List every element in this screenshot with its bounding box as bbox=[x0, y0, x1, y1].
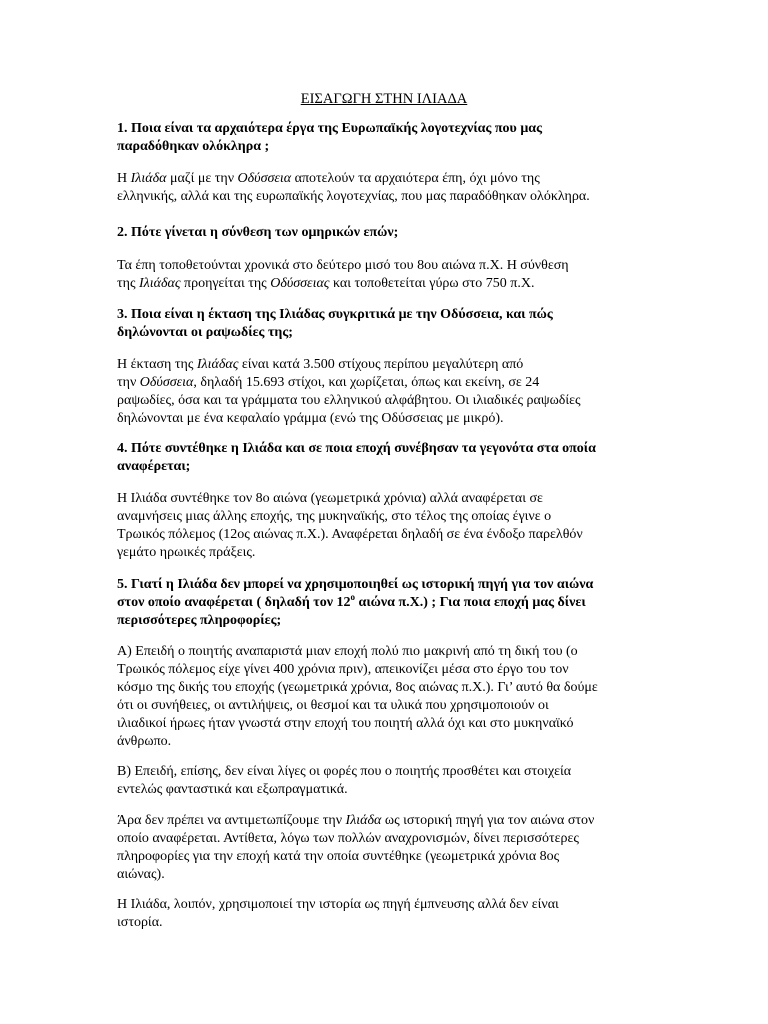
question-3: 3. Ποια είναι η έκταση της Ιλιάδας συγκριτικά με την Οδύσσεια, και πώς δηλώνονται οι ραψωδίες της; bbox=[117, 307, 553, 340]
answer-2: Τα έπη τοποθετούνται χρονικά στο δεύτερο μισό του 8ου αιώνα π.Χ. Η σύνθεση της Ιλιάδας προηγείται της Οδύσσειας και τοποθετείται γύρω στο 750 π.Χ. bbox=[117, 258, 569, 291]
question-2: 2. Πότε γίνεται η σύνθεση των ομηρικών επών; bbox=[117, 225, 399, 240]
answer-1: Η Ιλιάδα μαζί με την Οδύσσεια αποτελούν τα αρχαιότερα έπη, όχι μόνο της ελληνικής, αλλά και της ευρωπαϊκής λογοτεχνίας, που μας παραδόθηκαν ολόκληρα. bbox=[117, 171, 590, 204]
question-5: 5. Γιατί η Ιλιάδα δεν μπορεί να χρησιμοποιηθεί ως ιστορική πηγή για τον αιώνα στον οποίο αναφέρεται ( δηλαδή τον $12^o$ αιώνα π.Χ.) ; Για ποια εποχή μας δίνει περισσότερες πληροφορίες; bbox=[117, 577, 594, 628]
answer-3: Η έκταση της Ιλιάδας είναι κατά 3.500 στίχους περίπου μεγαλύτερη από την Οδύσσεια, δηλαδή 15.693 στίχοι, και χωρίζεται, όπως και εκείνη, σε 24 ραψωδίες, όσα και τα γράμματα του ελληνικού αλφάβητου. Οι ιλιαδικές ραψωδίες δηλώνονται με ένα κεφαλαίο γράμμα (ενώ της Οδύσσειας με μικρό). bbox=[117, 357, 581, 426]
answer-5-conclusion: Άρα δεν πρέπει να αντιμετωπίζουμε την Ιλιάδα ως ιστορική πηγή για τον αιώνα στον οποίο αναφέρεται. Αντίθετα, λόγω των πολλών αναχρονισμών, δίνει περισσότερες πληροφορίες για την εποχή κατά την οποία συντέθηκε (γεωμετρικά χρόνια 8ος αιώνας). bbox=[117, 813, 595, 882]
answer-5-summary: Η Ιλιάδα, λοιπόν, χρησιμοποιεί την ιστορία ως πηγή έμπνευσης αλλά δεν είναι ιστορία. bbox=[117, 897, 559, 930]
document-title: ΕΙΣΑΓΩΓΗ ΣΤΗΝ ΙΛΙΑΔΑ bbox=[300, 91, 468, 107]
answer-5-part-b: Β) Επειδή, επίσης, δεν είναι λίγες οι φορές που ο ποιητής προσθέτει και στοιχεία εντελώς φανταστικά και εξωπραγματικά. bbox=[117, 764, 572, 797]
question-4: 4. Πότε συντέθηκε η Ιλιάδα και σε ποια εποχή συνέβησαν τα γεγονότα στα οποία αναφέρεται; bbox=[117, 441, 596, 474]
answer-5-part-a: Α) Επειδή ο ποιητής αναπαριστά μιαν εποχή πολύ πιο μακρινή από τη δική του (ο Τρωικός πόλεμος είχε γίνει 400 χρόνια πριν), απεικονίζει μέσα στο έργο του τον κόσμο της δικής του εποχής (γεωμετρικά χρόνια, 8ος αιώνας π.Χ.). Γι’ αυτό θα δούμε ότι οι συνήθειες, οι αντιλήψεις, οι θεσμοί και τα υλικά που χρησιμοποιούν οι ιλιαδικοί ήρωες ήταν γνωστά στην εποχή του ποιητή αλλά όχι και στο μυκηναϊκό άνθρωπο. bbox=[117, 644, 598, 749]
question-1: 1. Ποια είναι τα αρχαιότερα έργα της Ευρωπαϊκής λογοτεχνίας που μας παραδόθηκαν ολόκληρα ; bbox=[117, 121, 542, 154]
answer-4: Η Ιλιάδα συντέθηκε τον 8ο αιώνα (γεωμετρικά χρόνια) αλλά αναφέρεται σε αναμνήσεις μιας άλλης εποχής, της μυκηναϊκής, στο τέλος της οποίας έγινε ο Τρωικός πόλεμος (12ος αιώνας π.Χ.). Αναφέρεται δηλαδή σε ένα ένδοξο παρελθόν γεμάτο ηρωικές πράξεις. bbox=[117, 491, 583, 560]
